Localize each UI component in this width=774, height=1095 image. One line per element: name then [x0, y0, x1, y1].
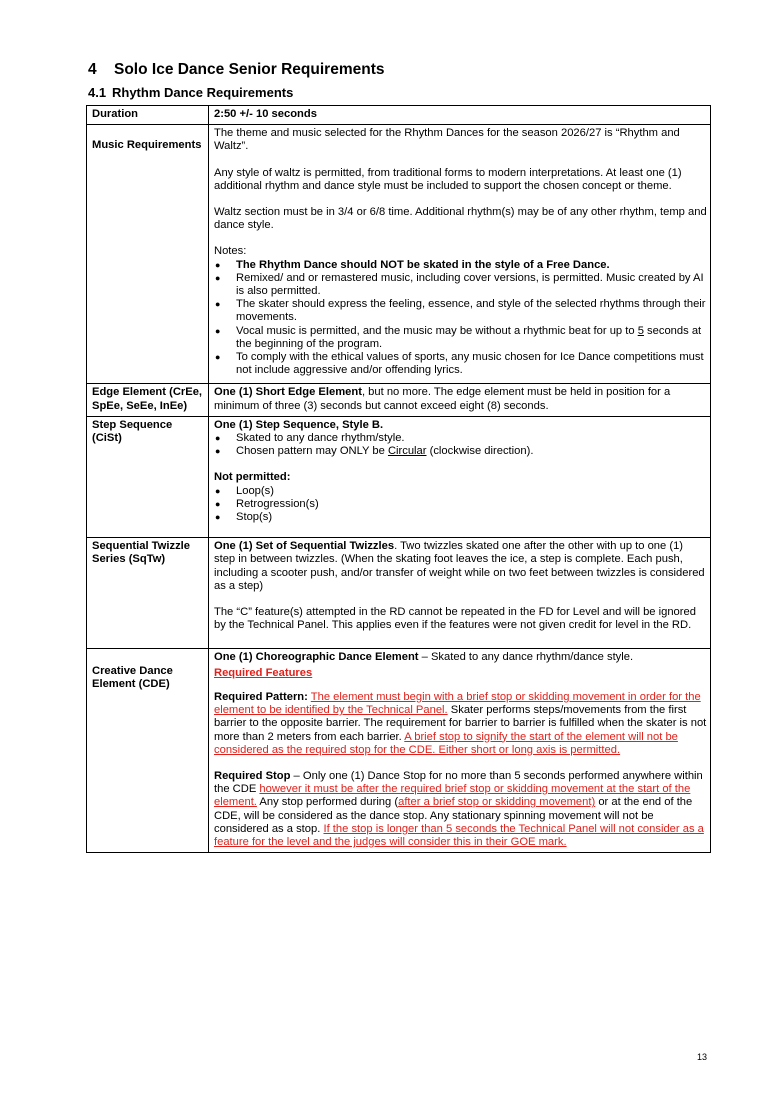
duration-value: 2:50 +/- 10 seconds [209, 106, 711, 125]
step-not-permitted-list [214, 485, 707, 525]
music-note-3: ● The skater should express the feeling, essence, and style of the selected rhythms through their movements. [214, 298, 707, 324]
cde-rp-label: Required Pattern: [214, 690, 308, 703]
cde-rs-text-2: Any stop performed during ( [256, 796, 399, 809]
table-row-music [87, 125, 711, 384]
subsection-number: 4.1 [88, 85, 107, 100]
step-np-2: ● Retrogression(s) [214, 498, 707, 511]
table-row-cde [87, 648, 711, 853]
music-paragraph-1: The theme and music selected for the Rhythm Dances for the season 2026/27 is “Rhythm and Waltz”. [214, 127, 680, 153]
step-item-2-underline: Circular [387, 445, 427, 458]
twizzle-paragraph-2: The “C” feature(s) attempted in the RD cannot be repeated in the FD for Level and will be ignored by the Technical Panel. This applies even if the features were not given credit for level in the RD. [214, 606, 696, 632]
table-row-duration [87, 106, 711, 125]
requirements-table [86, 105, 711, 853]
step-item-2-a: Chosen pattern may ONLY be [236, 445, 388, 458]
step-list [214, 432, 707, 458]
twizzle-label: Sequential Twizzle Series (SqTw) [87, 538, 209, 648]
music-note-5: ● To comply with the ethical values of sports, any music chosen for Ice Dance competitions must not include aggressive and/or offending lyrics. [214, 351, 707, 377]
music-paragraph-2: Any style of waltz is permitted, from traditional forms to modern interpretations. At least one (1) additional rhythm and dance style must be included to support the chosen concept or theme. [214, 166, 682, 192]
edge-content [209, 384, 711, 416]
cde-rp-red-2: A brief stop to signify the start of the element will not be considered as the required stop for the CDE. Either short or long axis is permitted. [214, 730, 678, 756]
twizzle-bold: One (1) Set of Sequential Twizzles [214, 540, 395, 553]
music-note-4 [214, 325, 707, 351]
music-content [209, 125, 711, 384]
page-number: 13 [697, 1052, 708, 1062]
cde-required-features: Required Features [214, 666, 313, 679]
cde-rp-red-1: The element must begin with a brief stop or skidding movement in order for the element to be identified by the Technical Panel. [214, 690, 701, 717]
step-item-1: ● Skated to any dance rhythm/style. [214, 432, 707, 445]
cde-line-1-bold: One (1) Choreographic Dance Element [214, 650, 419, 663]
step-content [209, 416, 711, 537]
step-not-permitted-label: Not permitted: [214, 471, 291, 484]
twizzle-text: . Two twizzles skated one after the other with up to one (1) step in between twizzles. (When the skating foot leaves the ice, a step is complete. Each push, including a scooter push, and/or transfer of weight while on two feet between twizzles is considered as a step) [214, 540, 705, 592]
step-label: Step Sequence (CiSt) [87, 416, 209, 537]
table-row-edge [87, 384, 711, 416]
step-np-3: ● Stop(s) [214, 511, 707, 524]
duration-label: Duration [87, 106, 209, 125]
cde-content [209, 648, 711, 853]
step-title: One (1) Step Sequence, Style B. [214, 418, 384, 431]
edge-bold: One (1) Short Edge Element [214, 386, 362, 399]
music-paragraph-3: Waltz section must be in 3/4 or 6/8 time. Additional rhythm(s) may be of any other rhythm, temp and dance style. [214, 206, 707, 232]
cde-rs-red-3: If the stop is longer than 5 seconds the Technical Panel will not consider as a feature for the level and the judges will consider this in their GOE mark. [214, 822, 704, 848]
cde-line-1-text: – Skated to any dance rhythm/dance style. [418, 650, 634, 663]
section-heading [88, 61, 384, 79]
cde-rs-label: Required Stop [214, 769, 291, 782]
music-note-4-text-a: Vocal music is permitted, and the music may be without a rhythmic beat for up to [236, 324, 638, 337]
table-row-twizzle [87, 538, 711, 648]
music-note-4-number: 5 [637, 324, 644, 337]
subsection-title: Rhythm Dance Requirements [112, 85, 294, 100]
step-np-1: ● Loop(s) [214, 485, 707, 498]
edge-label: Edge Element (CrEe, SpEe, SeEe, InEe) [87, 384, 209, 416]
cde-required-pattern [214, 691, 707, 757]
music-label: Music Requirements [87, 125, 209, 384]
section-number: 4 [88, 61, 97, 78]
edge-text: , but no more. The edge element must be held in position for a minimum of three (3) seconds but cannot exceed eight (8) seconds. [214, 386, 671, 412]
section-title: Solo Ice Dance Senior Requirements [114, 61, 385, 78]
step-item-2 [214, 445, 707, 458]
cde-line-1 [214, 651, 707, 664]
twizzle-content [209, 538, 711, 648]
music-note-4-text-b: seconds at the beginning of the program. [236, 324, 702, 350]
subsection-heading [88, 85, 293, 100]
cde-rs-text-1: – Only one (1) Dance Stop for no more than 5 seconds performed anywhere within the CDE [214, 769, 703, 796]
cde-rs-red-2: after a brief stop or skidding movement) [398, 796, 596, 809]
twizzle-paragraph-1 [214, 540, 707, 593]
music-notes-label: Notes: [214, 245, 247, 258]
music-note-2: ● Remixed/ and or remastered music, including cover versions, is permitted. Music created by AI is also permitted. [214, 272, 707, 298]
cde-required-stop [214, 770, 707, 849]
music-notes-list [214, 259, 707, 378]
music-note-1: ● The Rhythm Dance should NOT be skated in the style of a Free Dance. [214, 259, 707, 272]
table-row-step [87, 416, 711, 537]
cde-rp-text: Skater performs steps/movements from the first barrier to the opposite barrier. The requirement for barrier to barrier is fulfilled when the skater is not more than 2 meters from each barrier. [214, 704, 707, 743]
cde-rs-red-1: however it must be after the required brief stop or skidding movement at the start of the element. [214, 783, 691, 809]
cde-rs-text-3: or at the end of the CDE, will be considered as the dance stop. Any stationary spinning movement will not be considered as a stop. [214, 796, 693, 835]
step-item-2-b: (clockwise direction). [426, 445, 534, 458]
cde-label: Creative Dance Element (CDE) [87, 648, 209, 853]
